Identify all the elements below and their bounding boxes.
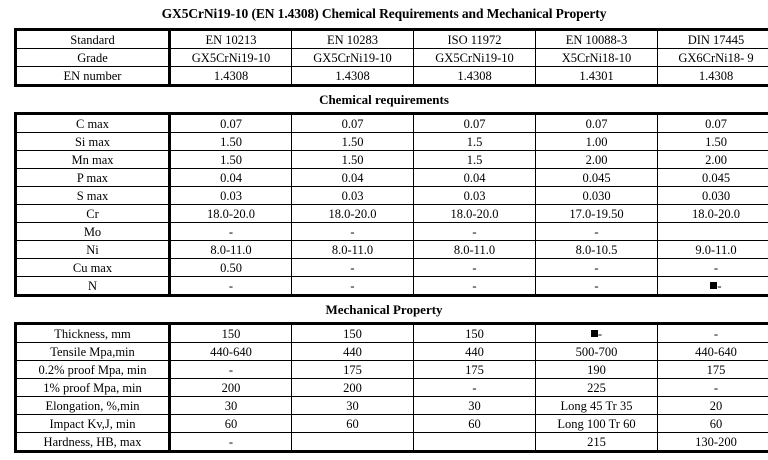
table-cell: 2.00 xyxy=(658,151,768,169)
table-row xyxy=(16,49,768,67)
table-cell: 500-700 xyxy=(536,343,658,361)
row-label: 1% proof Mpa, min xyxy=(16,379,170,397)
table-cell: X5CrNi18-10 xyxy=(536,49,658,67)
table-cell: 60 xyxy=(414,415,536,433)
table-cell: - xyxy=(292,259,414,277)
table-cell: 1.50 xyxy=(170,151,292,169)
table-cell: - xyxy=(170,433,292,452)
chemical-requirements-table xyxy=(14,112,768,297)
table-cell: - xyxy=(658,324,768,343)
table-cell: - xyxy=(414,277,536,296)
table-row xyxy=(16,223,768,241)
table-cell: 1.4301 xyxy=(536,67,658,86)
table-cell: - xyxy=(536,277,658,296)
table-cell: - xyxy=(658,379,768,397)
table-cell: 30 xyxy=(170,397,292,415)
table-cell: 0.50 xyxy=(170,259,292,277)
table-cell: 0.07 xyxy=(658,114,768,133)
table-cell: 190 xyxy=(536,361,658,379)
table-cell: ISO 11972 xyxy=(414,30,536,49)
table-cell: 175 xyxy=(292,361,414,379)
row-label: Grade xyxy=(16,49,170,67)
table-cell: 200 xyxy=(292,379,414,397)
table-cell: 9.0-11.0 xyxy=(658,241,768,259)
table-cell: 60 xyxy=(292,415,414,433)
table-cell: 0.045 xyxy=(658,169,768,187)
table-cell: 225 xyxy=(536,379,658,397)
table-cell: 0.03 xyxy=(414,187,536,205)
row-label: Elongation, %,min xyxy=(16,397,170,415)
table-row xyxy=(16,169,768,187)
table-row xyxy=(16,114,768,133)
table-cell: EN 10283 xyxy=(292,30,414,49)
table-cell: 18.0-20.0 xyxy=(170,205,292,223)
table-row xyxy=(16,205,768,223)
row-label: Cr xyxy=(16,205,170,223)
table-cell: 175 xyxy=(414,361,536,379)
table-cell: 175 xyxy=(658,361,768,379)
missing-glyph-icon xyxy=(710,282,717,289)
row-label: Hardness, HB, max xyxy=(16,433,170,452)
standards-table xyxy=(14,28,768,87)
table-cell: 1.50 xyxy=(292,151,414,169)
table-cell: EN 10213 xyxy=(170,30,292,49)
row-label: C max xyxy=(16,114,170,133)
table-row xyxy=(16,361,768,379)
table-cell: 130-200 xyxy=(658,433,768,452)
row-label: Thickness, mm xyxy=(16,324,170,343)
table-cell: - xyxy=(170,223,292,241)
table-cell: 440-640 xyxy=(170,343,292,361)
table-cell: 8.0-11.0 xyxy=(170,241,292,259)
table-cell: 1.50 xyxy=(170,133,292,151)
table-row xyxy=(16,151,768,169)
table-cell: DIN 17445 xyxy=(658,30,768,49)
table-cell: - xyxy=(536,223,658,241)
table-cell: - xyxy=(170,277,292,296)
table-cell: 440 xyxy=(292,343,414,361)
table-cell: 2.00 xyxy=(536,151,658,169)
table-row xyxy=(16,433,768,452)
row-label: N xyxy=(16,277,170,296)
table-cell: 0.04 xyxy=(414,169,536,187)
row-label: Tensile Mpa,min xyxy=(16,343,170,361)
table-cell: - xyxy=(170,361,292,379)
table-cell: 18.0-20.0 xyxy=(414,205,536,223)
table-cell: 0.04 xyxy=(170,169,292,187)
section-heading-mechanical: Mechanical Property xyxy=(325,302,443,317)
table-row xyxy=(16,415,768,433)
row-label: Standard xyxy=(16,30,170,49)
row-label: Mn max xyxy=(16,151,170,169)
table-cell: 1.50 xyxy=(658,133,768,151)
table-cell: GX5CrNi19-10 xyxy=(414,49,536,67)
section-heading-chemical: Chemical requirements xyxy=(319,92,449,107)
table-row xyxy=(16,241,768,259)
table-cell: 0.03 xyxy=(292,187,414,205)
table-cell: 18.0-20.0 xyxy=(292,205,414,223)
table-cell: 60 xyxy=(170,415,292,433)
row-label: P max xyxy=(16,169,170,187)
row-label: Cu max xyxy=(16,259,170,277)
mechanical-property-table xyxy=(14,322,768,453)
mechanical-table-body xyxy=(16,324,768,452)
table-cell: 17.0-19.50 xyxy=(536,205,658,223)
table-cell: 200 xyxy=(170,379,292,397)
table-row xyxy=(16,30,768,49)
table-cell: 0.07 xyxy=(170,114,292,133)
table-cell: 1.4308 xyxy=(414,67,536,86)
table-cell: 1.4308 xyxy=(658,67,768,86)
table-cell: 0.07 xyxy=(414,114,536,133)
chemical-table-body xyxy=(16,114,768,296)
table-cell: - xyxy=(658,277,768,296)
table-row xyxy=(16,187,768,205)
table-cell: 30 xyxy=(414,397,536,415)
row-label: EN number xyxy=(16,67,170,86)
table-cell: 1.00 xyxy=(536,133,658,151)
table-cell: 215 xyxy=(536,433,658,452)
table-cell: Long 45 Tr 35 xyxy=(536,397,658,415)
row-label: Ni xyxy=(16,241,170,259)
table-cell: 150 xyxy=(292,324,414,343)
table-cell: EN 10088-3 xyxy=(536,30,658,49)
table-cell: 20 xyxy=(658,397,768,415)
table-row xyxy=(16,397,768,415)
table-cell: 30 xyxy=(292,397,414,415)
table-cell: 0.030 xyxy=(658,187,768,205)
table-cell: 440 xyxy=(414,343,536,361)
table-row xyxy=(16,133,768,151)
table-cell: 150 xyxy=(170,324,292,343)
table-cell: - xyxy=(414,223,536,241)
table-row xyxy=(16,324,768,343)
table-cell: 1.4308 xyxy=(170,67,292,86)
table-cell: 18.0-20.0 xyxy=(658,205,768,223)
table-cell: - xyxy=(414,259,536,277)
table-cell: 150 xyxy=(414,324,536,343)
table-cell: 1.5 xyxy=(414,151,536,169)
table-row xyxy=(16,259,768,277)
table-cell: 8.0-11.0 xyxy=(414,241,536,259)
table-cell: - xyxy=(292,277,414,296)
table-cell: 8.0-10.5 xyxy=(536,241,658,259)
table-cell: 8.0-11.0 xyxy=(292,241,414,259)
table-cell: GX5CrNi19-10 xyxy=(170,49,292,67)
table-cell: 60 xyxy=(658,415,768,433)
table-cell: 0.045 xyxy=(536,169,658,187)
row-label: Mo xyxy=(16,223,170,241)
row-label: S max xyxy=(16,187,170,205)
table-cell: 1.50 xyxy=(292,133,414,151)
missing-glyph-icon xyxy=(591,330,598,337)
row-label: Si max xyxy=(16,133,170,151)
table-cell: GX6CrNi18- 9 xyxy=(658,49,768,67)
table-row xyxy=(16,67,768,86)
table-cell: - xyxy=(536,259,658,277)
row-label: Impact Kv,J, min xyxy=(16,415,170,433)
table-row xyxy=(16,379,768,397)
table-cell: - xyxy=(658,259,768,277)
table-cell: 0.030 xyxy=(536,187,658,205)
table-cell: 0.07 xyxy=(292,114,414,133)
table-cell: 1.5 xyxy=(414,133,536,151)
row-label: 0.2% proof Mpa, min xyxy=(16,361,170,379)
table-row xyxy=(16,277,768,296)
standards-table-body xyxy=(16,30,768,86)
table-cell: Long 100 Tr 60 xyxy=(536,415,658,433)
table-row xyxy=(16,343,768,361)
table-cell: 0.07 xyxy=(536,114,658,133)
table-cell: 1.4308 xyxy=(292,67,414,86)
table-cell: 0.04 xyxy=(292,169,414,187)
table-cell: - xyxy=(536,324,658,343)
table-cell: 0.03 xyxy=(170,187,292,205)
table-cell: 440-640 xyxy=(658,343,768,361)
table-cell: - xyxy=(292,223,414,241)
table-cell: GX5CrNi19-10 xyxy=(292,49,414,67)
page-title: GX5CrNi19-10 (EN 1.4308) Chemical Requirements and Mechanical Property xyxy=(161,6,607,21)
table-cell: - xyxy=(414,379,536,397)
